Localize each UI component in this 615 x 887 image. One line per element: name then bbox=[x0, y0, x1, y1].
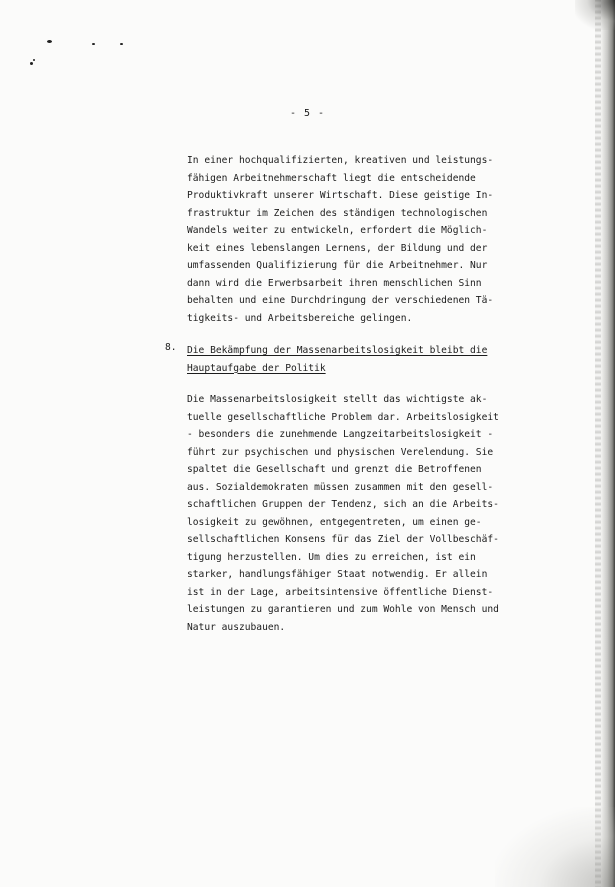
text-line: starker, handlungsfähiger Staat notwendig. Er allein bbox=[187, 569, 488, 580]
text-line: Wandels weiter zu entwickeln, erfordert die Möglich- bbox=[187, 225, 488, 236]
text-line: In einer hochqualifizierten, kreativen und leistungs- bbox=[187, 155, 494, 166]
scan-speck bbox=[30, 62, 33, 65]
text-line: losigkeit zu gewöhnen, entgegentreten, um einen ge- bbox=[187, 516, 482, 528]
paragraph-2 bbox=[187, 391, 517, 636]
paragraph-1 bbox=[187, 152, 517, 327]
page-number: - 5 - bbox=[289, 108, 326, 119]
text-line: aus. Sozialdemokraten müssen zusammen mit den gesell- bbox=[187, 481, 494, 493]
section-number: 8. bbox=[165, 342, 177, 353]
text-line: leistungen zu garantieren und zum Wohle von Mensch und bbox=[187, 604, 499, 615]
text-line: spaltet die Gesellschaft und grenzt die Betroffenen bbox=[187, 464, 482, 475]
text-line: tigkeits- und Arbeitsbereiche gelingen. bbox=[187, 312, 413, 324]
text-line: - besonders die zunehmende Langzeitarbeitslosigkeit - bbox=[187, 429, 494, 440]
scan-edge-right bbox=[601, 0, 615, 887]
heading-line: Die Bekämpfung der Massenarbeitslosigkeit bleibt die bbox=[187, 345, 488, 356]
text-line: Produktivkraft unserer Wirtschaft. Diese geistige In- bbox=[187, 190, 494, 201]
heading-line: Hauptaufgabe der Politik bbox=[187, 362, 326, 374]
text-line: fähigen Arbeitnehmerschaft liegt die entscheidende bbox=[187, 172, 476, 184]
text-line: keit eines lebenslangen Lernens, der Bildung und der bbox=[187, 242, 488, 254]
scan-corner-shadow-bottom bbox=[495, 807, 615, 887]
text-line: dann wird die Erwerbsarbeit ihren menschlichen Sinn bbox=[187, 277, 482, 289]
text-line: schaftlichen Gruppen der Tendenz, sich an die Arbeits- bbox=[187, 499, 499, 510]
text-line: behalten und eine Durchdringung der verschiedenen Tä- bbox=[187, 295, 494, 306]
text-line: tigung herzustellen. Um dies zu erreichen, ist ein bbox=[187, 551, 476, 563]
text-line: tuelle gesellschaftliche Problem dar. Arbeitslosigkeit bbox=[187, 411, 499, 423]
text-line: Natur auszubauen. bbox=[187, 621, 286, 633]
scan-speck bbox=[33, 59, 35, 61]
text-line: Die Massenarbeitslosigkeit stellt das wichtigste ak- bbox=[187, 394, 488, 405]
text-line: führt zur psychischen und physischen Verelendung. Sie bbox=[187, 446, 494, 458]
text-line: umfassenden Qualifizierung für die Arbeitnehmer. Nur bbox=[187, 260, 488, 271]
text-line: frastruktur im Zeichen des ständigen technologischen bbox=[187, 207, 488, 219]
section-heading bbox=[187, 342, 517, 377]
text-line: sellschaftlichen Konsens für das Ziel der Vollbeschäf- bbox=[187, 534, 499, 545]
text-line: ist in der Lage, arbeitsintensive öffentliche Dienst- bbox=[187, 586, 494, 598]
scan-speck bbox=[92, 43, 95, 45]
scan-corner-shadow bbox=[575, 0, 615, 30]
scan-speck bbox=[47, 40, 52, 43]
scan-speck bbox=[120, 43, 123, 45]
